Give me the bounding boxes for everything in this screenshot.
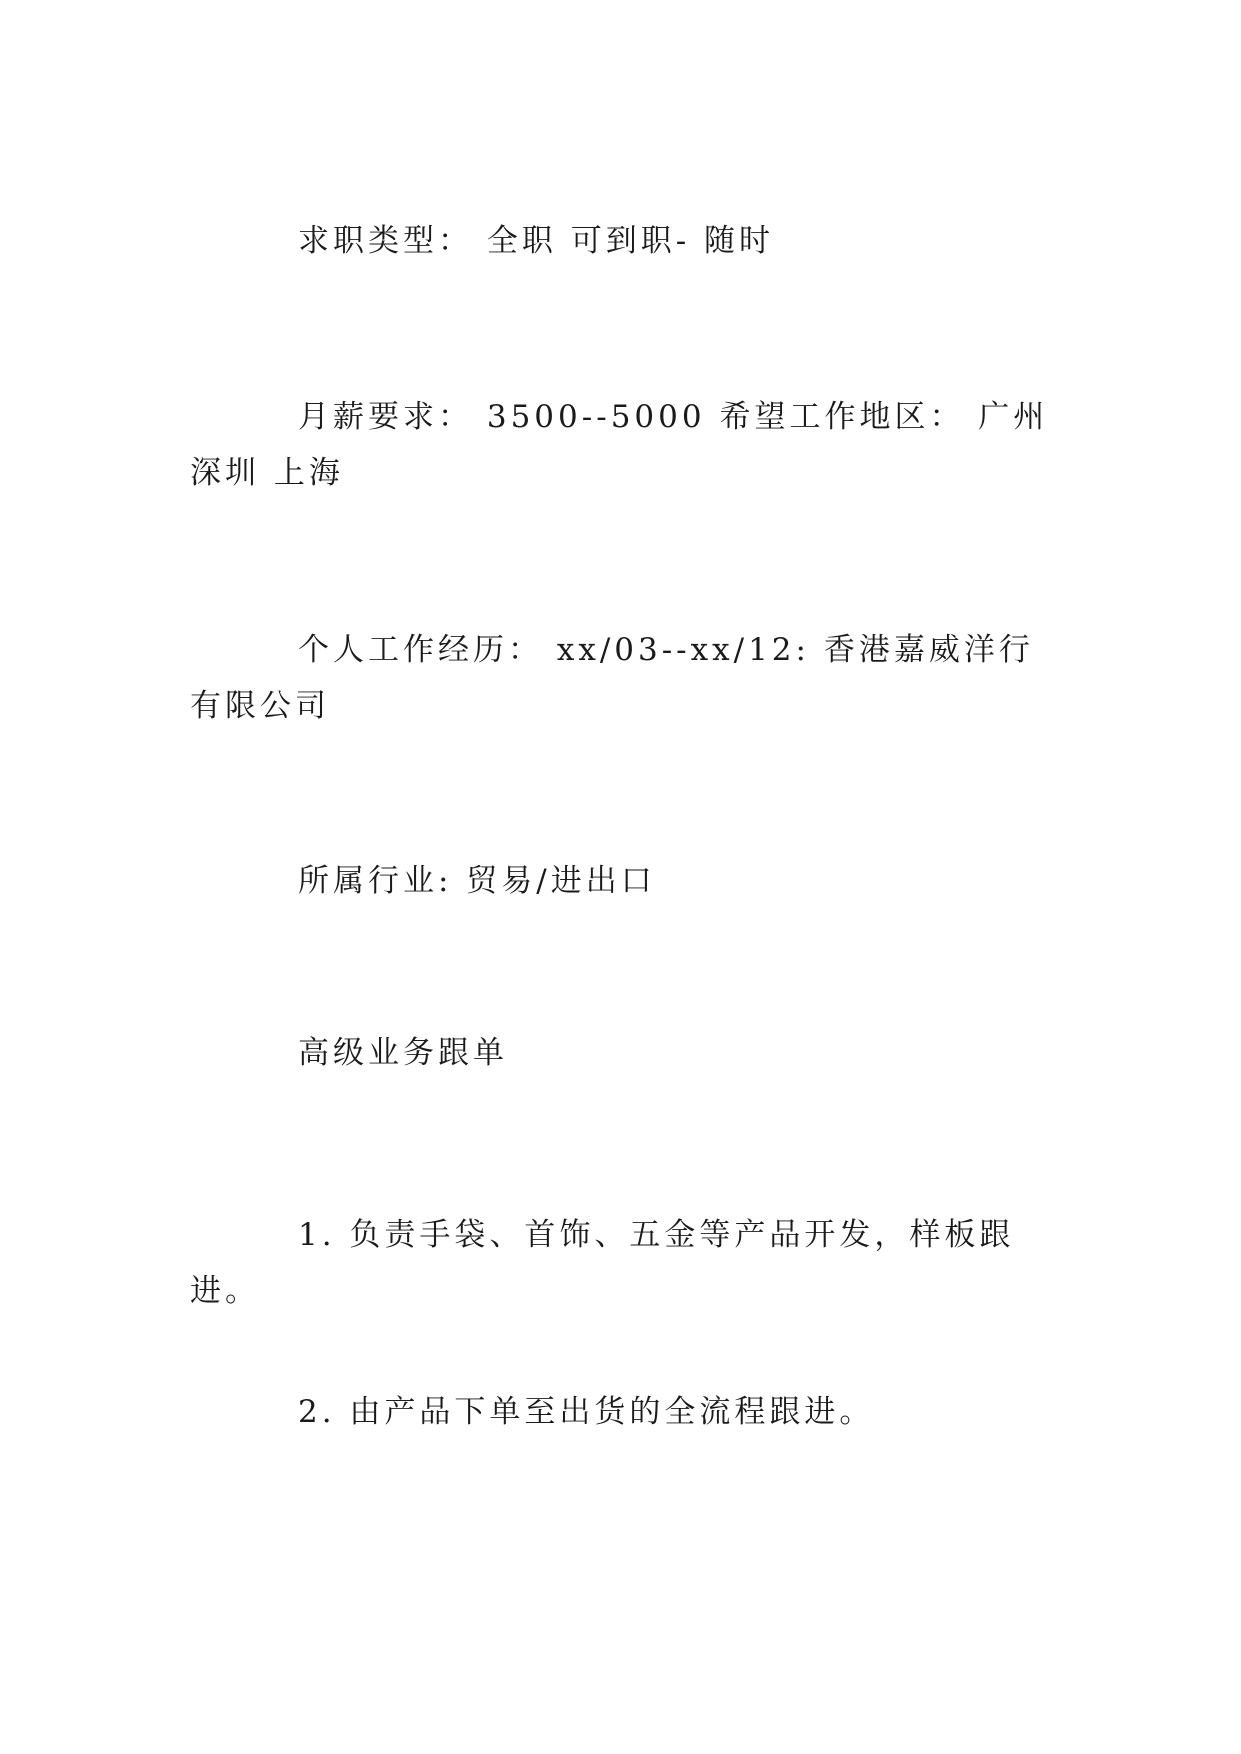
salary-location-paragraph: 月薪要求： 3500--5000 希望工作地区： 广州 深圳 上海	[190, 399, 1049, 491]
position-title-line: 高级业务跟单	[298, 1035, 508, 1071]
duty-item-2: 2. 由产品下单至出货的全流程跟进。	[298, 1394, 875, 1430]
duty-item-1: 1. 负责手袋、首饰、五金等产品开发，样板跟进。	[190, 1217, 1015, 1309]
job-type-line: 求职类型： 全职 可到职- 随时	[298, 223, 775, 259]
industry-line: 所属行业: 贸易/进出口	[298, 863, 656, 899]
work-experience-paragraph: 个人工作经历： xx/03--xx/12: 香港嘉威洋行有限公司	[190, 632, 1034, 724]
